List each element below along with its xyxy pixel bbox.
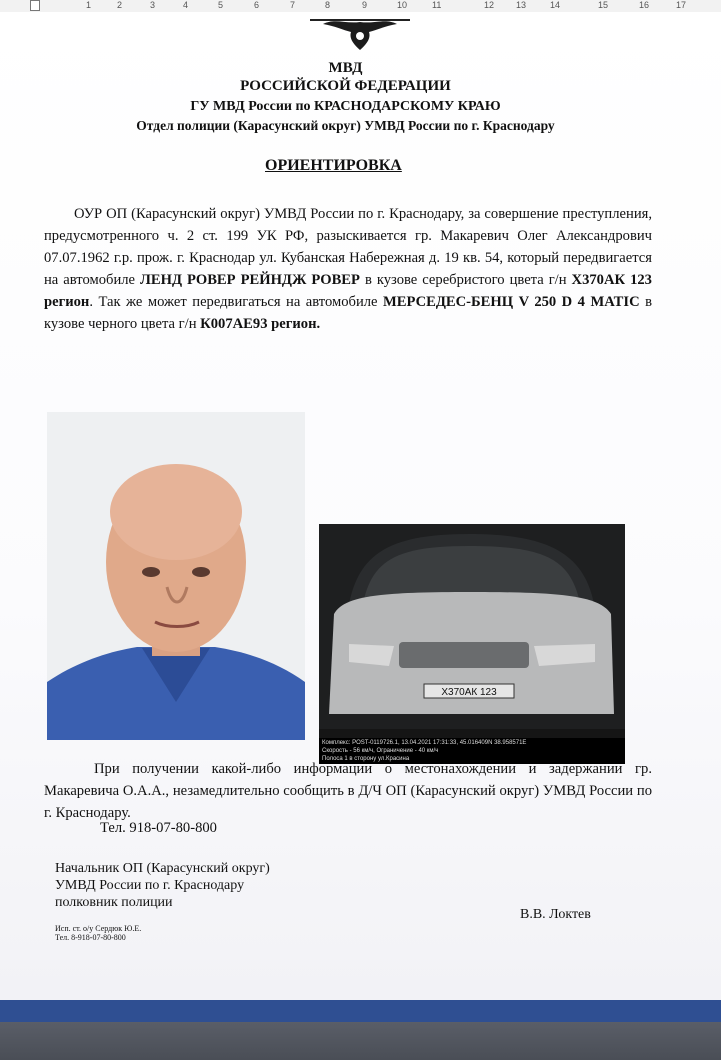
ruler-tick: 9	[362, 0, 368, 10]
taskbar	[0, 1000, 721, 1060]
document-page[interactable]	[0, 12, 721, 1000]
car-2-name: МЕРСЕДЕС-БЕНЦ V 250 D 4 MATIC	[382, 294, 640, 310]
signatory-name: В.В. Локтев	[520, 907, 591, 922]
ruler-tick: 7	[290, 0, 296, 10]
ruler-corner[interactable]	[30, 0, 40, 11]
ruler-tick: 1	[86, 0, 92, 10]
phone-number: Тел. 918-07-80-800	[100, 820, 217, 836]
ruler-tick: 14	[550, 0, 561, 10]
document-title: ОРИЕНТИРОВКА	[265, 157, 402, 174]
car-1-name: ЛЕНД РОВЕР РЕЙНДЖ РОВЕР	[140, 272, 360, 288]
contact-paragraph: При получении какой-либо информации о местонахождении и задержании гр. Макаревича О.А.А., незамедлительно сообщить в Д/Ч ОП (Карасунский округ) УМВД России по г. Краснодару.	[44, 761, 652, 821]
main-paragraph: ОУР ОП (Карасунский округ) УМВД России по г. Краснодару, за совершение преступления, предусмотренного ч. 2 ст. 199 УК РФ, разыскивается гр. Макаревич Олег Александрович 07.07.1962 г.р. прож. г. Краснодар ул. Кубанская Набережная д. 19 кв. 54, который передвигается на автомобиле ЛЕНД РОВЕР РЕЙНДЖ РОВЕР в кузове серебристого цвета г/н Х370АК 123 регион. Так же может передвигаться на автомобиле МЕРСЕДЕС-БЕНЦ V 250 D 4 MATIC в кузове черного цвета г/н К007АЕ93 регион.	[44, 206, 652, 332]
header-line-2: РОССИЙСКОЙ ФЕДЕРАЦИИ	[240, 78, 451, 94]
signature-line-1: Начальник ОП (Карасунский округ)	[55, 861, 270, 876]
eagle-emblem-icon	[305, 14, 415, 54]
ruler-tick: 15	[598, 0, 609, 10]
header-line-1: МВД	[328, 60, 363, 76]
executor-info: Исп. ст. о/у Сердюк Ю.Е. Тел. 8-918-07-80-800	[55, 924, 142, 942]
ruler-tick: 12	[484, 0, 495, 10]
ruler-tick: 3	[150, 0, 156, 10]
header-line-4: Отдел полиции (Карасунский округ) УМВД России по г. Краснодару	[136, 118, 555, 133]
signature-line-2: УМВД России по г. Краснодару	[55, 878, 245, 893]
ruler-tick: 5	[218, 0, 224, 10]
signature-block	[55, 860, 270, 911]
header-line-3: ГУ МВД России по КРАСНОДАРСКОМУ КРАЮ	[190, 99, 501, 114]
ruler-tick: 4	[183, 0, 189, 10]
car-photo	[319, 524, 625, 764]
camera-caption: Комплекс: POST-0119726.1, 13.04.2021 17:31:33, 45.016409N 38.958571E Скорость - 56 км/ч, Ограничение - 40 км/ч Полоса 1 в сторону ул.Красина	[319, 738, 625, 764]
ruler-tick: 6	[254, 0, 260, 10]
car-plate-text: Х370АК 123	[441, 687, 497, 698]
ruler-tick: 17	[676, 0, 687, 10]
ruler-tick: 8	[325, 0, 331, 10]
car-2-plate: К007АЕ93 регион.	[200, 316, 321, 332]
suspect-photo	[47, 412, 305, 740]
status-bar	[0, 1000, 721, 1022]
ruler-tick: 10	[397, 0, 408, 10]
ruler-tick: 11	[432, 0, 442, 10]
ruler-tick: 16	[639, 0, 650, 10]
car-1-plate: Х370АК 123 регион	[44, 272, 652, 310]
ruler-tick: 2	[117, 0, 123, 10]
signature-line-3: полковник полиции	[55, 895, 173, 910]
ruler-tick: 13	[516, 0, 527, 10]
